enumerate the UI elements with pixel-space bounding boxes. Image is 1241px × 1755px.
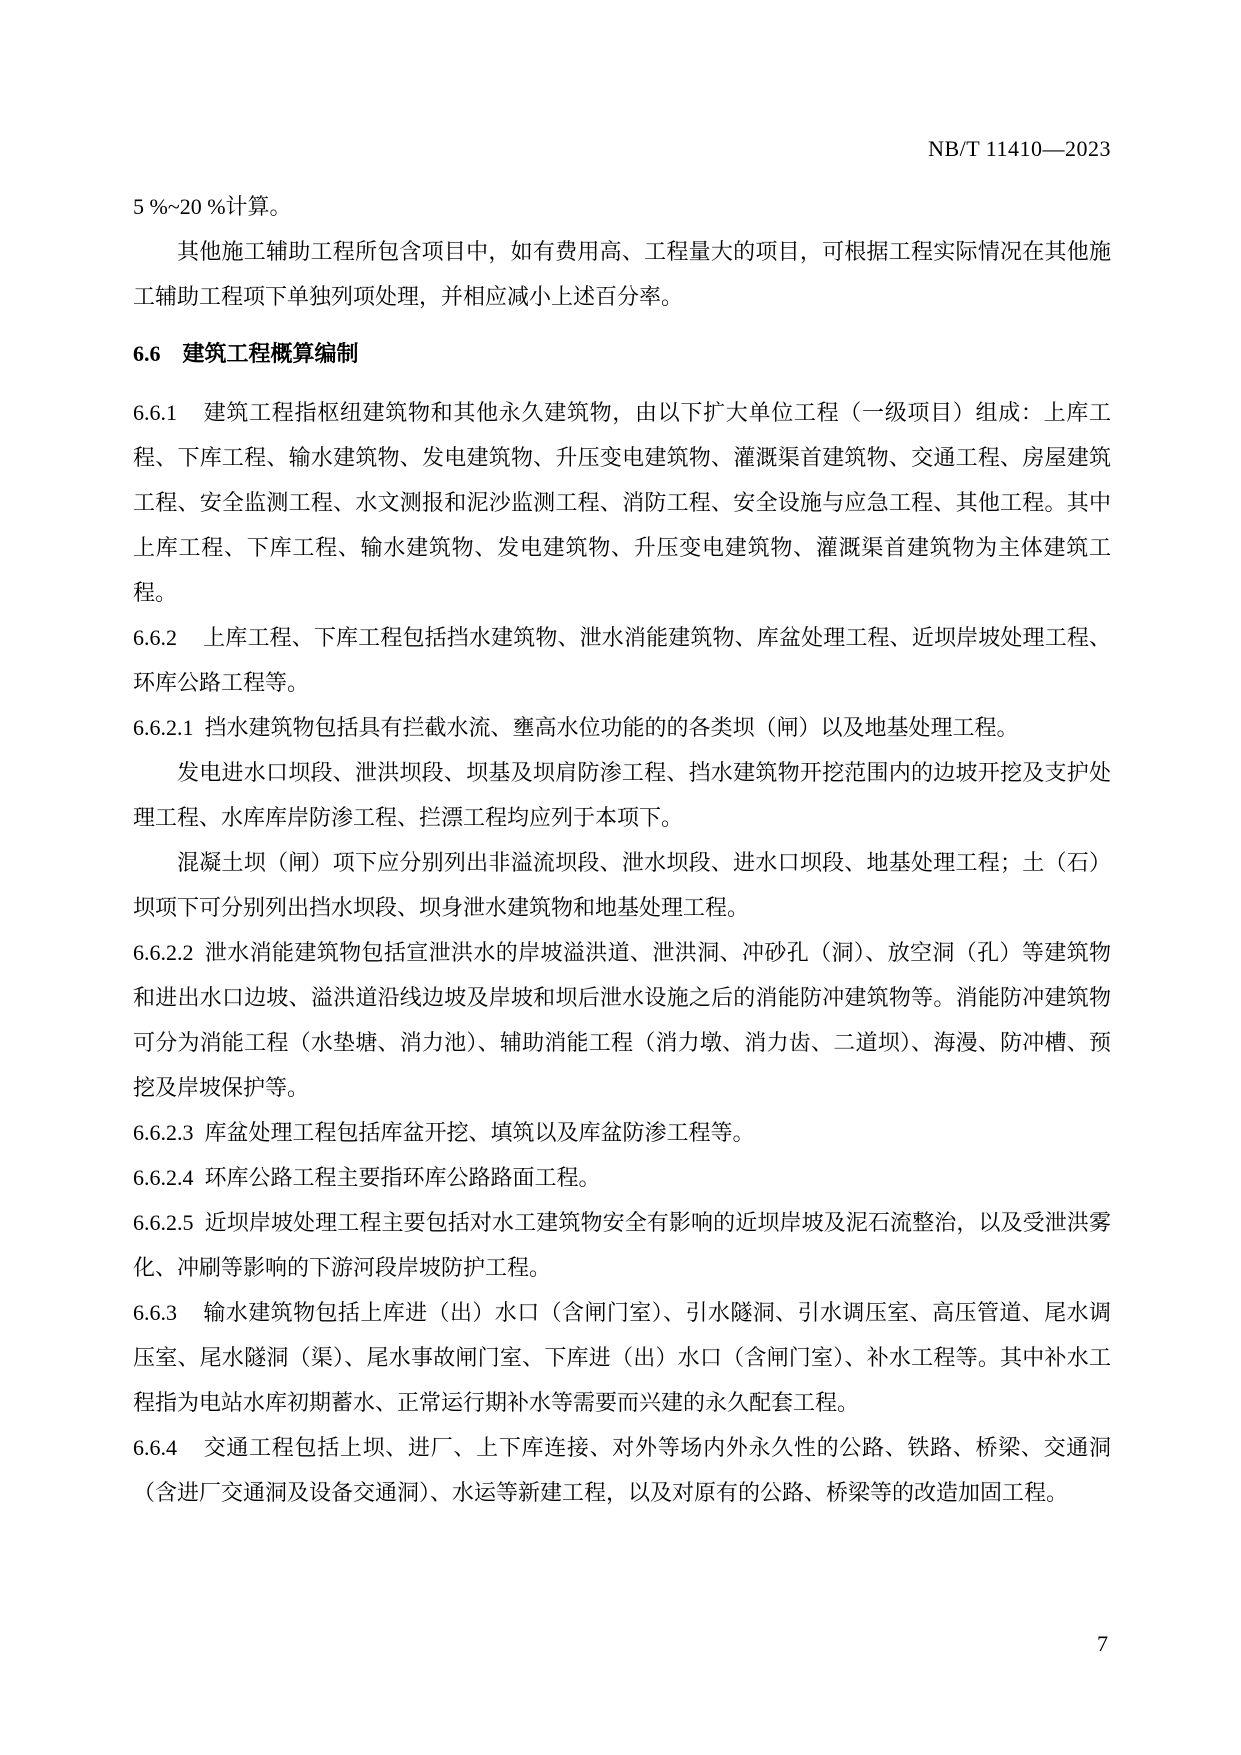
clause-6-6-4 <box>133 1425 1111 1515</box>
clause-text: 交通工程包括上坝、进厂、上下库连接、对外等场内外永久性的公路、铁路、桥梁、交通洞（含进厂交通洞及设备交通洞）、水运等新建工程，以及对原有的公路、桥梁等的改造加固工程。 <box>133 1435 1111 1505</box>
clause-text: 库盆处理工程包括库盆开挖、填筑以及库盆防渗工程等。 <box>204 1120 755 1145</box>
clause-text: 近坝岸坡处理工程主要包括对水工建筑物安全有影响的近坝岸坡及泥石流整治，以及受泄洪雾化、冲刷等影响的下游河段岸坡防护工程。 <box>133 1210 1111 1280</box>
section-title: 建筑工程概算编制 <box>182 341 359 366</box>
clause-number: 6.6.2 <box>133 625 177 650</box>
para-percent-calc: 5 %~20 %计算。 <box>133 194 292 219</box>
clause-text: 建筑工程指枢纽建筑物和其他永久建筑物，由以下扩大单位工程（一级项目）组成：上库工程、下库工程、输水建筑物、发电建筑物、升压变电建筑物、灌溉渠首建筑物、交通工程、房屋建筑工程、安全监测工程、水文测报和泥沙监测工程、消防工程、安全设施与应急工程、其他工程。其中上库工程、下库工程、输水建筑物、发电建筑物、升压变电建筑物、灌溉渠首建筑物为主体建筑工程。 <box>133 400 1111 605</box>
clause-number: 6.6.2.5 <box>133 1210 194 1235</box>
clause-6-6-2-3 <box>133 1110 1111 1155</box>
clause-text: 上库工程、下库工程包括挡水建筑物、泄水消能建筑物、库盆处理工程、近坝岸坡处理工程、环库公路工程等。 <box>133 625 1111 695</box>
section-number: 6.6 <box>133 341 161 366</box>
clause-6-6-2-4 <box>133 1155 1111 1200</box>
clause-6-6-2-5 <box>133 1200 1111 1290</box>
document-body <box>133 184 1111 1515</box>
clause-number: 6.6.2.1 <box>133 715 194 740</box>
clause-6-6-2 <box>133 615 1111 705</box>
para-other-auxiliary-works: 其他施工辅助工程所包含项目中，如有费用高、工程量大的项目，可根据工程实际情况在其他施工辅助工程项下单独列项处理，并相应减小上述百分率。 <box>133 239 1111 309</box>
para-intake-dam-sections: 发电进水口坝段、泄洪坝段、坝基及坝肩防渗工程、挡水建筑物开挖范围内的边坡开挖及支护处理工程、水库库岸防渗工程、拦漂工程均应列于本项下。 <box>133 760 1111 830</box>
clause-number: 6.6.1 <box>133 400 177 425</box>
clause-text: 环库公路工程主要指环库公路路面工程。 <box>204 1165 601 1190</box>
clause-text: 输水建筑物包括上库进（出）水口（含闸门室）、引水隧洞、引水调压室、高压管道、尾水调压室、尾水隧洞（渠）、尾水事故闸门室、下库进（出）水口（含闸门室）、补水工程等。其中补水工程指为电站水库初期蓄水、正常运行期补水等需要而兴建的永久配套工程。 <box>133 1300 1111 1415</box>
clause-6-6-3 <box>133 1290 1111 1425</box>
clause-6-6-2-2 <box>133 930 1111 1110</box>
clause-number: 6.6.4 <box>133 1435 177 1460</box>
clause-number: 6.6.2.4 <box>133 1165 194 1190</box>
clause-number: 6.6.2.2 <box>133 940 194 965</box>
section-heading-6-6 <box>133 331 1111 376</box>
page-number: 7 <box>1097 1631 1108 1656</box>
clause-number: 6.6.3 <box>133 1300 177 1325</box>
standard-number: NB/T 11410—2023 <box>928 136 1111 161</box>
clause-text: 泄水消能建筑物包括宣泄洪水的岸坡溢洪道、泄洪洞、冲砂孔（洞）、放空洞（孔）等建筑物和进出水口边坡、溢洪道沿线边坡及岸坡和坝后泄水设施之后的消能防冲建筑物等。消能防冲建筑物可分为消能工程（水垫塘、消力池）、辅助消能工程（消力墩、消力齿、二道坝）、海漫、防冲槽、预挖及岸坡保护等。 <box>133 940 1111 1100</box>
para-concrete-dam-listing: 混凝土坝（闸）项下应分别列出非溢流坝段、泄水坝段、进水口坝段、地基处理工程；土（石）坝项下可分别列出挡水坝段、坝身泄水建筑物和地基处理工程。 <box>133 850 1111 920</box>
clause-number: 6.6.2.3 <box>133 1120 194 1145</box>
clause-text: 挡水建筑物包括具有拦截水流、壅高水位功能的的各类坝（闸）以及地基处理工程。 <box>204 715 1019 740</box>
clause-6-6-2-1 <box>133 705 1111 750</box>
clause-6-6-1 <box>133 390 1111 615</box>
